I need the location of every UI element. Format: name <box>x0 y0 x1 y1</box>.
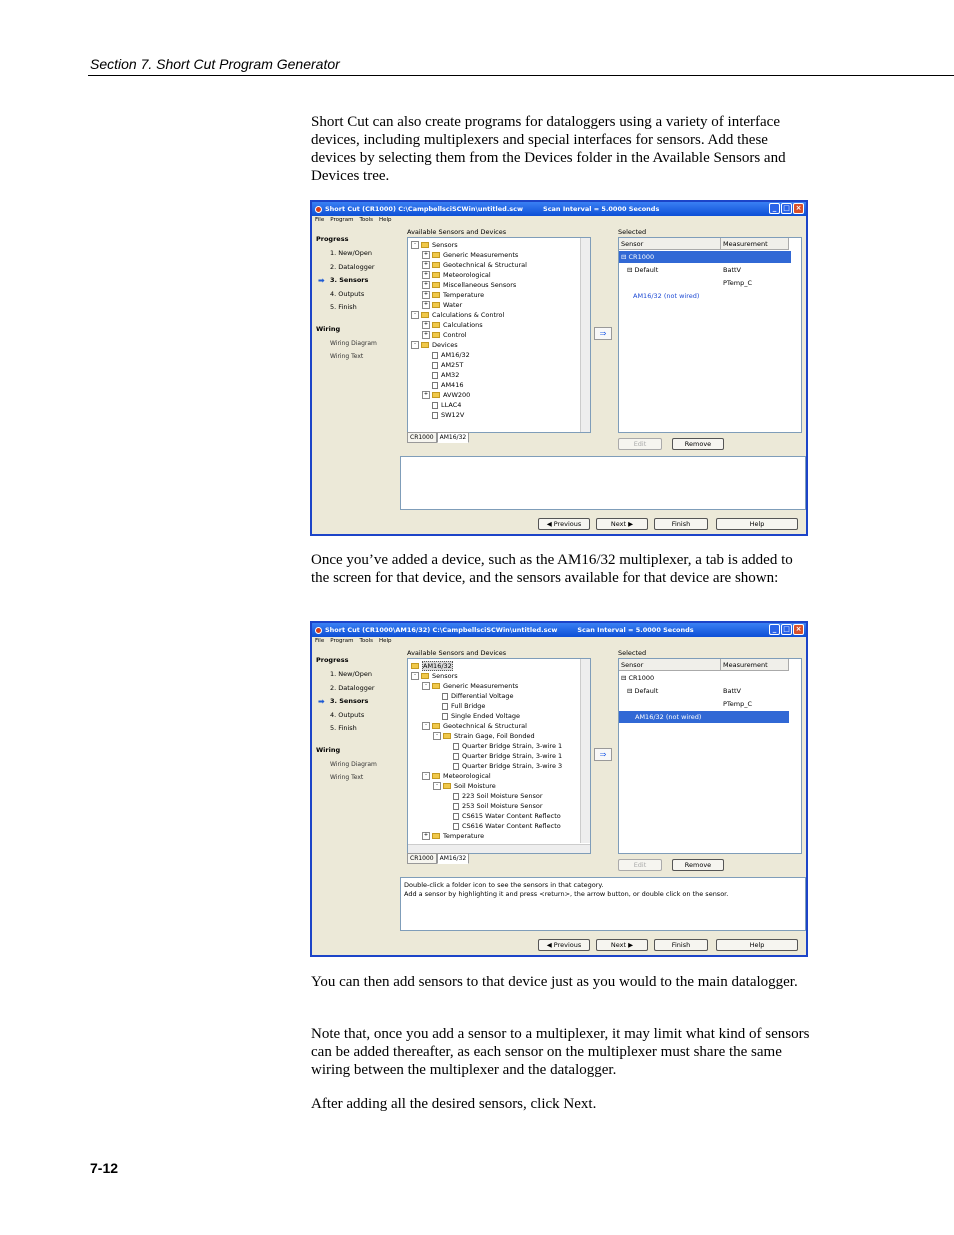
tree-node[interactable]: + Meteorological <box>423 271 491 279</box>
page-number: 7-12 <box>90 1160 119 1176</box>
tree-node[interactable]: + Temperature <box>423 832 485 840</box>
selected-row-measurement[interactable]: PTemp_C <box>723 700 753 708</box>
minimize-icon[interactable]: _ <box>769 624 780 635</box>
sensor-tree[interactable] <box>407 237 591 433</box>
tree-node[interactable]: AM25T <box>432 360 463 370</box>
sensor-tree[interactable] <box>407 658 591 854</box>
remove-button[interactable]: Remove <box>672 438 724 450</box>
tree-node[interactable]: AM32 <box>432 370 459 380</box>
wiring-diagram-link[interactable]: Wiring Diagram <box>330 339 377 347</box>
close-icon[interactable]: × <box>793 624 804 635</box>
tree-node[interactable]: LLAC4 <box>432 400 461 410</box>
tree-node[interactable]: SW12V <box>432 410 464 420</box>
selected-label: Selected <box>618 228 647 236</box>
tree-node[interactable]: + Geotechnical & Structural <box>423 261 527 269</box>
paragraph-intro: Short Cut can also create programs for dataloggers using a variety of interface devices, including multiplexers and special interfaces for sensors. Add these devices by selecting them from the Devices folder in the Available Sensors and Devices tree. <box>311 114 786 184</box>
selected-label: Selected <box>618 649 647 657</box>
tree-node[interactable]: + Generic Measurements <box>423 251 519 259</box>
message-box <box>400 456 806 510</box>
tree-node[interactable]: Differential Voltage <box>442 691 514 701</box>
window-title: Short Cut (CR1000) C:\CampbellsciSCWin\untitled.scw <box>325 205 524 213</box>
tab-cr1000[interactable]: CR1000 <box>407 853 437 864</box>
menu-tools[interactable]: Tools <box>359 638 373 644</box>
shortcut-window-2 <box>310 621 808 957</box>
progress-title: Progress <box>316 656 349 664</box>
tree-node[interactable]: + AVW200 <box>423 391 471 399</box>
step-new-open[interactable]: 1. New/Open <box>330 249 372 257</box>
tree-node[interactable]: - Soil Moisture <box>433 781 496 791</box>
column-header-sensor[interactable]: Sensor <box>619 659 721 671</box>
menu-help[interactable]: Help <box>379 638 392 644</box>
previous-button[interactable]: ◀ Previous <box>538 518 590 530</box>
selected-row-sensor[interactable]: ⊟ Default <box>627 266 659 274</box>
selected-row[interactable]: ⊟ CR1000 <box>621 674 655 682</box>
menu-program[interactable]: Program <box>330 638 354 644</box>
device-tabs <box>407 432 469 443</box>
step-finish[interactable]: 5. Finish <box>330 724 357 732</box>
paragraph-multiplexer-note: Note that, once you add a sensor to a multiplexer, it may limit what kind of sensors can be added thereafter, as each sensor on the multiplexer must share the same wiring between the multiplexer and the datalogger. <box>311 1026 810 1078</box>
step-finish[interactable]: 5. Finish <box>330 303 357 311</box>
paragraph-device-tab: Once you’ve added a device, such as the AM16/32 multiplexer, a tab is added to the screen for that device, and the sensors available for that device are shown: <box>311 552 793 586</box>
progress-panel <box>316 235 400 364</box>
tree-node[interactable]: 223 Soil Moisture Sensor <box>453 791 543 801</box>
available-label: Available Sensors and Devices <box>407 649 507 657</box>
step-outputs[interactable]: 4. Outputs <box>330 710 365 719</box>
tree-node[interactable]: + Control <box>423 331 467 339</box>
tree-node[interactable]: AM16/32 <box>432 350 470 360</box>
help-button[interactable]: Help <box>716 939 798 951</box>
close-icon[interactable]: × <box>793 203 804 214</box>
next-button[interactable]: Next ▶ <box>596 939 648 951</box>
menu-bar <box>312 637 806 646</box>
tree-node[interactable]: + Calculations <box>423 321 483 329</box>
edit-button[interactable]: Edit <box>618 438 662 450</box>
app-icon <box>315 206 322 213</box>
tree-node[interactable]: - Strain Gage, Foil Bonded <box>433 731 535 741</box>
tab-cr1000[interactable]: CR1000 <box>407 432 437 443</box>
tree-node[interactable]: - Geotechnical & Structural <box>422 721 527 731</box>
menu-tools[interactable]: Tools <box>359 217 373 223</box>
wiring-title: Wiring <box>316 745 341 754</box>
available-label: Available Sensors and Devices <box>407 228 507 236</box>
tree-node[interactable]: Quarter Bridge Strain, 3-wire 1 <box>453 751 562 761</box>
tree-node[interactable]: Quarter Bridge Strain, 3-wire 3 <box>453 761 562 771</box>
tree-node[interactable]: + Water <box>423 301 463 309</box>
edit-button[interactable]: Edit <box>618 859 662 871</box>
tree-node[interactable]: CS616 Water Content Reflecto <box>453 821 561 831</box>
tree-horizontal-scrollbar[interactable] <box>408 844 590 853</box>
selected-grid <box>618 237 802 433</box>
finish-button[interactable]: Finish <box>654 939 708 951</box>
column-header-sensor[interactable]: Sensor <box>619 238 721 250</box>
tree-node[interactable]: - Generic Measurements <box>422 681 518 691</box>
selected-row-measurement[interactable]: PTemp_C <box>723 279 753 287</box>
add-sensor-arrow-button[interactable]: ⇒ <box>594 748 612 761</box>
selected-row-measurement[interactable]: BattV <box>723 266 741 274</box>
title-bar <box>312 202 806 216</box>
tree-node[interactable]: - Sensors <box>411 240 458 250</box>
tree-node[interactable]: + Miscellaneous Sensors <box>423 281 517 289</box>
page-header: Section 7. Short Cut Program Generator <box>90 56 340 72</box>
add-sensor-arrow-button[interactable]: ⇒ <box>594 327 612 340</box>
scan-interval: Scan Interval = 5.0000 Seconds <box>577 626 694 634</box>
maximize-icon[interactable]: □ <box>781 624 792 635</box>
help-button[interactable]: Help <box>716 518 798 530</box>
tree-node[interactable]: - Calculations & Control <box>411 310 504 320</box>
tree-node[interactable]: Quarter Bridge Strain, 3-wire 1 <box>453 741 562 751</box>
tree-node[interactable]: Full Bridge <box>442 701 485 711</box>
tree-node[interactable]: - Devices <box>411 340 458 350</box>
step-outputs[interactable]: 4. Outputs <box>330 289 365 298</box>
wiring-text-link[interactable]: Wiring Text <box>330 774 364 781</box>
previous-button[interactable]: ◀ Previous <box>538 939 590 951</box>
selected-row[interactable]: ⊟ CR1000 <box>619 251 791 263</box>
app-icon <box>315 627 322 634</box>
wiring-title: Wiring <box>316 324 341 333</box>
paragraph-click-next: After adding all the desired sensors, click Next. <box>311 1096 597 1112</box>
tree-scrollbar[interactable] <box>580 238 590 432</box>
menu-program[interactable]: Program <box>330 217 354 223</box>
next-button[interactable]: Next ▶ <box>596 518 648 530</box>
selected-row-sensor[interactable]: AM16/32 (not wired) <box>619 711 789 723</box>
column-header-measurement[interactable]: Measurement <box>721 659 789 671</box>
progress-panel <box>316 656 400 785</box>
device-tabs <box>407 853 469 864</box>
menu-help[interactable]: Help <box>379 217 392 223</box>
maximize-icon[interactable]: □ <box>781 203 792 214</box>
selected-row-measurement[interactable]: BattV <box>723 687 741 695</box>
wiring-text-link[interactable]: Wiring Text <box>330 353 364 360</box>
title-bar <box>312 623 806 637</box>
column-header-measurement[interactable]: Measurement <box>721 238 789 250</box>
step-datalogger[interactable]: 2. Datalogger <box>330 262 375 271</box>
menu-file[interactable]: File <box>315 638 325 644</box>
tree-scrollbar[interactable] <box>580 659 590 843</box>
step-new-open[interactable]: 1. New/Open <box>330 670 372 678</box>
tree-node[interactable]: Single Ended Voltage <box>442 711 520 721</box>
step-datalogger[interactable]: 2. Datalogger <box>330 683 375 692</box>
tree-node[interactable]: 253 Soil Moisture Sensor <box>453 801 543 811</box>
shortcut-window-1 <box>310 200 808 536</box>
tree-node[interactable]: + Temperature <box>423 291 485 299</box>
scan-interval: Scan Interval = 5.0000 Seconds <box>543 205 660 213</box>
tab-am1632[interactable]: AM16/32 <box>437 853 470 864</box>
tree-node[interactable]: CS615 Water Content Reflecto <box>453 811 561 821</box>
paragraph-add-sensors: You can then add sensors to that device just as you would to the main datalogger. <box>311 974 798 990</box>
tab-am1632[interactable]: AM16/32 <box>437 432 470 443</box>
finish-button[interactable]: Finish <box>654 518 708 530</box>
current-step-arrow-icon: ➡ <box>318 697 325 706</box>
menu-bar <box>312 216 806 225</box>
message-box: Double-click a folder icon to see the sensors in that category. Add a sensor by highlighting it and press <return>, the arrow button, or double click on the sensor. <box>400 877 806 931</box>
step-sensors[interactable]: ➡ 3. Sensors <box>316 274 400 288</box>
step-sensors[interactable]: ➡ 3. Sensors <box>316 695 400 709</box>
header-rule <box>88 75 954 76</box>
wiring-diagram-link[interactable]: Wiring Diagram <box>330 760 377 768</box>
tree-node[interactable]: - Sensors <box>411 671 458 681</box>
selected-grid <box>618 658 802 854</box>
progress-title: Progress <box>316 235 349 243</box>
menu-file[interactable]: File <box>315 217 325 223</box>
window-title: Short Cut (CR1000\AM16/32) C:\CampbellsciSCWin\untitled.scw <box>325 626 558 634</box>
minimize-icon[interactable]: _ <box>769 203 780 214</box>
current-step-arrow-icon: ➡ <box>318 276 325 285</box>
selected-row-sensor[interactable]: ⊟ Default <box>627 687 659 695</box>
tree-node[interactable]: - Meteorological <box>422 771 491 781</box>
remove-button[interactable]: Remove <box>672 859 724 871</box>
tree-node[interactable]: AM16/32 <box>411 661 453 671</box>
tree-node[interactable]: AM416 <box>432 380 463 390</box>
selected-row-sensor[interactable]: AM16/32 (not wired) <box>633 292 700 300</box>
